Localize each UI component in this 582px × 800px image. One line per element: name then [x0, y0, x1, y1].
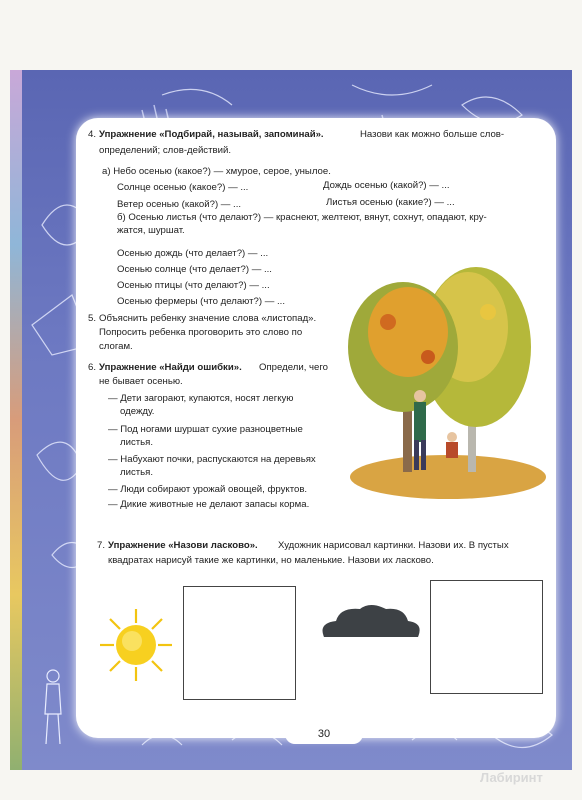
ex4-birds-do: Осенью птицы (что делают?) — ... [117, 280, 270, 291]
ex4-leaves: Листья осенью (какие?) — ... [326, 197, 455, 208]
ex4-sun-does: Осенью солнце (что делает?) — ... [117, 264, 272, 275]
ex4-title: Упражнение «Подбирай, называй, запоминай». [99, 129, 324, 140]
ex5-line3: слогам. [99, 341, 133, 352]
ex4-number: 4. [88, 129, 97, 140]
ex4-a-line: а) Небо осенью (какое?) — хмурое, серое, унылое. [102, 166, 331, 177]
cloud-icon [318, 605, 423, 645]
ex7-number: 7. [97, 540, 106, 551]
ex7-title-rest: Художник нарисовал картинки. Назови их. В пустых [278, 540, 509, 551]
ex6-item: — Набухают почки, распускаются на деревьях [108, 454, 316, 465]
ex4-title-rest: Назови как можно больше слов- [360, 129, 505, 140]
ex4-wind: Ветер осенью (какой?) — ... [117, 199, 242, 210]
ex6-item: — Люди собирают урожай овощей, фруктов. [108, 484, 308, 495]
autumn-trees-illustration [348, 262, 548, 502]
ex6-item: — Под ногами шуршат сухие разноцветные [108, 424, 303, 435]
watermark: Лабиринт [480, 770, 543, 785]
ex6-line2: не бывает осенью. [99, 376, 183, 387]
ex4-rain: Дождь осенью (какой?) — ... [323, 180, 450, 191]
drawing-box[interactable] [183, 586, 296, 700]
book-spine-strip [10, 70, 22, 770]
ex5-line1: Объяснить ребенку значение слова «листопад». [99, 313, 317, 324]
page-number: 30 [285, 724, 363, 744]
ex4-title-line2: определений; слов-действий. [99, 145, 231, 156]
ex6-title: Упражнение «Найди ошибки». [99, 362, 242, 373]
ex6-item: одежду. [120, 406, 155, 417]
ex5-number: 5. [88, 313, 97, 324]
ex6-number: 6. [88, 362, 97, 373]
ex4-sun: Солнце осенью (какое?) — ... [117, 182, 249, 193]
ex5-line2: Попросить ребенка проговорить это слово по [99, 327, 303, 338]
person-figure-decor-icon [38, 668, 68, 748]
ex7-title: Упражнение «Назови ласково». [108, 540, 258, 551]
ex7-line2: квадратах нарисуй такие же картинки, но маленькие. Назови их ласково. [108, 555, 434, 566]
ex4-rain-does: Осенью дождь (что делает?) — ... [117, 248, 269, 259]
ex6-item: листья. [120, 467, 154, 478]
ex6-item: — Дикие животные не делают запасы корма. [108, 499, 310, 510]
ex4-b-line2: жатся, шуршат. [117, 225, 185, 236]
ex6-item: листья. [120, 437, 154, 448]
ex4-farmers-do: Осенью фермеры (что делают?) — ... [117, 296, 286, 307]
drawing-box[interactable] [430, 580, 543, 694]
sun-icon [96, 605, 176, 685]
ex6-item: — Дети загорают, купаются, носят легкую [108, 393, 294, 404]
ex4-b-line1: б) Осенью листья (что делают?) — краснеют, желтеют, вянут, сохнут, опадают, кру- [117, 212, 487, 223]
ex6-title-rest: Определи, чего [259, 362, 328, 373]
